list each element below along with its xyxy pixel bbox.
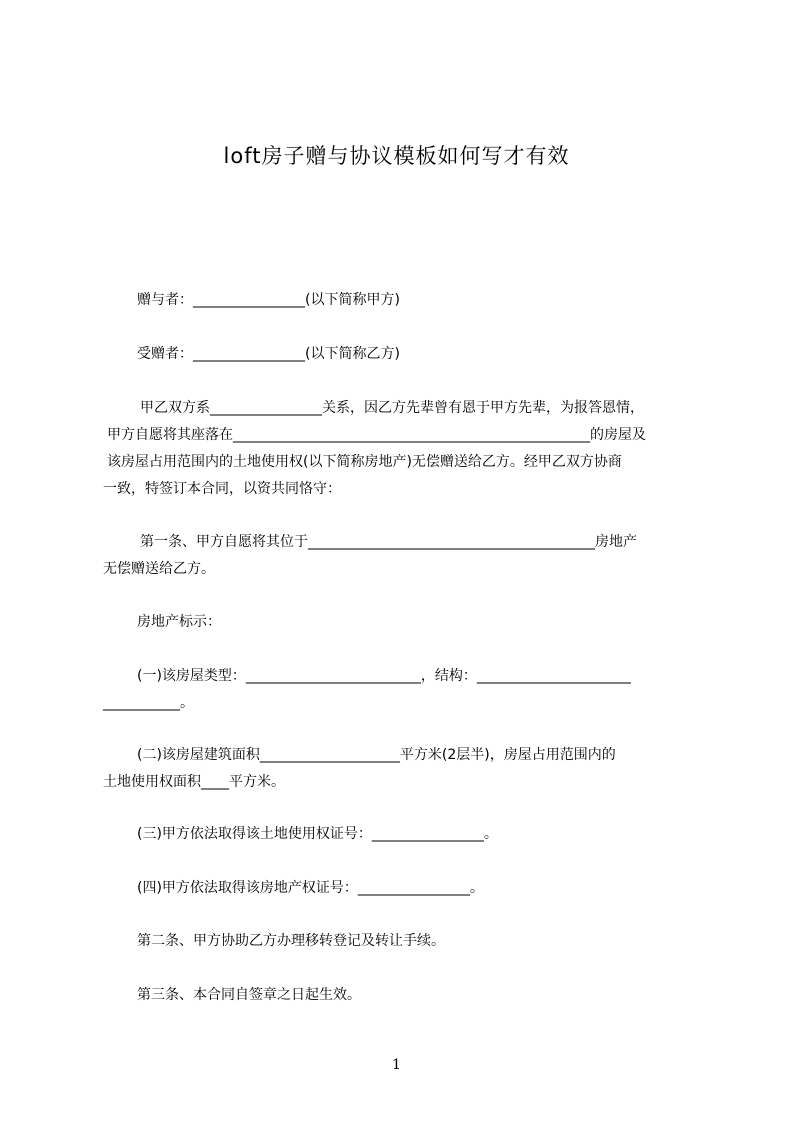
page-number: 1 [392,1057,401,1073]
item-4: (四)甲方依法取得该房地产权证号：________________。 [137,880,484,896]
article-3: 第三条、本合同自签章之日起生效。 [137,987,361,1003]
document-title: loft房子赠与协议模板如何写才有效 [223,144,570,168]
item-2-line-1: (二)该房屋建筑面积____________________平方米(2层半)，房屋占用范围内的 [137,747,616,763]
donee-line: 受赠者：________________(以下简称乙方) [137,346,400,362]
article-1-line-2: 无偿赠送给乙方。 [103,561,215,577]
item-2-line-2: 土地使用权面积____平方米。 [103,774,285,790]
property-heading: 房地产标示： [137,614,221,630]
recital-line-1: 甲乙双方系________________关系，因乙方先辈曾有恩于甲方先辈，为报答恩情， [140,400,644,416]
article-2: 第二条、甲方协助乙方办理移转登记及转让手续。 [137,933,445,949]
item-1-line-1: (一)该房屋类型：_________________________，结构：______________________ [137,668,631,684]
recital-line-4: 一致，特签订本合同，以资共同恪守： [103,481,341,497]
recital-line-3: 该房屋占用范围内的土地使用权(以下简称房地产)无偿赠送给乙方。经甲乙双方协商 [107,454,622,470]
article-1-line-1: 第一条、甲方自愿将其位于_________________________________________房地产 [140,534,637,550]
donor-line: 赠与者：________________(以下简称甲方) [137,292,400,308]
recital-line-2: 甲方自愿将其座落在___________________________________________________的房屋及 [107,427,646,443]
item-3: (三)甲方依法取得该土地使用权证号：________________。 [137,826,498,842]
item-1-line-2: ___________。 [103,695,194,711]
